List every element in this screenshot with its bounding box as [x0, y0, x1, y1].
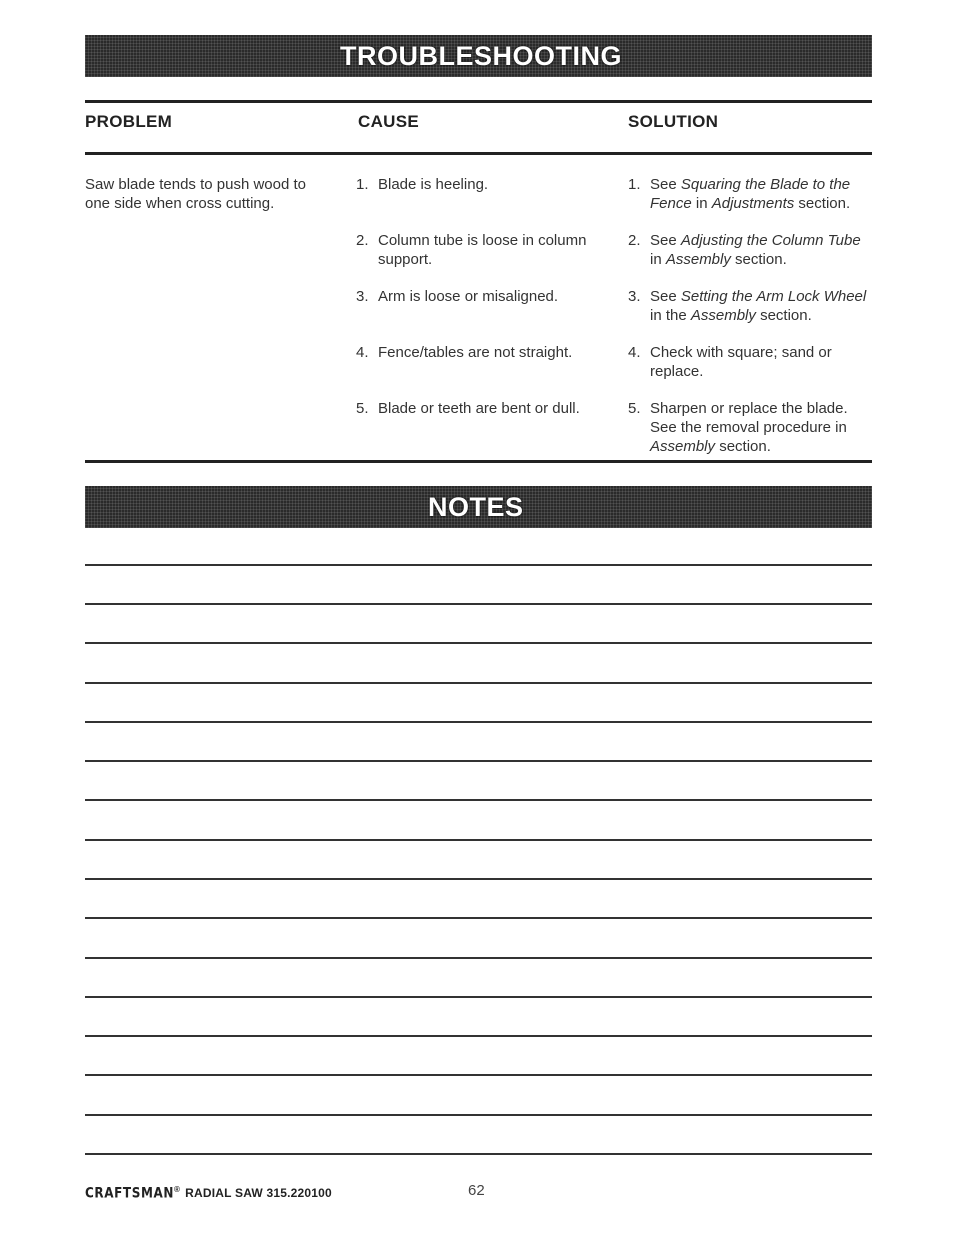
- solution-item: [628, 175, 872, 213]
- note-line: [85, 1035, 872, 1037]
- solution-run: section.: [730, 251, 787, 268]
- solution-run: in: [691, 195, 712, 212]
- note-line: [85, 721, 872, 723]
- model-label: RADIAL SAW 315.220100: [185, 1186, 332, 1200]
- solution-number: 1.: [628, 176, 641, 193]
- solution-reference: Assembly: [665, 251, 731, 268]
- cause-number: 3.: [356, 288, 369, 305]
- solution-item: [628, 343, 872, 381]
- cause-item: [356, 175, 606, 194]
- solution-reference: Adjustments: [711, 195, 795, 212]
- header-bottom-rule: [85, 152, 872, 155]
- cause-number: 4.: [356, 344, 369, 361]
- solution-run: Sharpen or replace the blade. See the removal procedure in: [650, 400, 848, 436]
- solution-reference: Adjusting the Column Tube: [680, 232, 861, 249]
- cause-text: Blade is heeling.: [378, 176, 489, 193]
- note-line: [85, 1153, 872, 1155]
- solution-text: [650, 231, 872, 269]
- note-line: [85, 564, 872, 566]
- cause-text: Column tube is loose in column support.: [378, 232, 587, 268]
- solution-run: in the: [650, 307, 691, 324]
- cause-column-header: CAUSE: [358, 112, 420, 131]
- solution-number: 3.: [628, 288, 641, 305]
- solution-reference: Assembly: [690, 307, 756, 324]
- cause-text: Blade or teeth are bent or dull.: [378, 400, 580, 417]
- cause-item: [356, 231, 606, 269]
- solution-run: section.: [794, 195, 851, 212]
- troubleshooting-title: TROUBLESHOOTING: [340, 40, 622, 71]
- note-line: [85, 642, 872, 644]
- cause-text: Fence/tables are not straight.: [378, 344, 573, 361]
- solution-reference: Setting the Arm Lock Wheel: [680, 288, 867, 305]
- note-line: [85, 839, 872, 841]
- page-number: 62: [468, 1182, 485, 1199]
- note-line: [85, 603, 872, 605]
- solution-text: [650, 175, 872, 213]
- note-line: [85, 682, 872, 684]
- note-line: [85, 957, 872, 959]
- problem-column-header: PROBLEM: [85, 112, 173, 131]
- cause-number: 1.: [356, 176, 369, 193]
- solution-run: See: [650, 176, 681, 193]
- note-line: [85, 760, 872, 762]
- note-line: [85, 878, 872, 880]
- cause-item: [356, 399, 606, 418]
- cause-item: [356, 343, 606, 362]
- solution-run: section.: [715, 438, 771, 455]
- table-bottom-rule: [85, 460, 872, 463]
- solution-text: [650, 343, 872, 381]
- footer: [85, 1185, 332, 1200]
- solution-text: [650, 399, 872, 456]
- notes-title: NOTES: [428, 491, 524, 522]
- solution-reference: Squaring the Blade to the Fence: [650, 176, 851, 212]
- cause-number: 2.: [356, 232, 369, 249]
- solution-number: 4.: [628, 344, 641, 361]
- cause-item: [356, 287, 606, 306]
- solution-item: [628, 287, 872, 325]
- solution-run: Check with square; sand or replace.: [650, 344, 832, 380]
- solution-run: in: [650, 251, 666, 268]
- note-line: [85, 996, 872, 998]
- note-line: [85, 1114, 872, 1116]
- troubleshooting-banner: [85, 35, 872, 77]
- solution-number: 5.: [628, 400, 641, 417]
- problem-text: Saw blade tends to push wood to one side when cross cutting.: [85, 176, 306, 212]
- solution-item: [628, 399, 872, 456]
- solution-run: See: [650, 232, 681, 249]
- note-line: [85, 1074, 872, 1076]
- solution-text: [650, 287, 872, 325]
- brand-logo: CRAFTSMAN®: [85, 1184, 181, 1202]
- solution-number: 2.: [628, 232, 641, 249]
- note-line: [85, 799, 872, 801]
- notes-banner: [85, 486, 872, 528]
- solution-run: section.: [755, 307, 812, 324]
- header-top-rule: [85, 100, 872, 103]
- cause-number: 5.: [356, 400, 369, 417]
- solution-item: [628, 231, 872, 269]
- solution-reference: Assembly: [650, 438, 716, 455]
- cause-text: Arm is loose or misaligned.: [378, 288, 559, 305]
- solution-column-header: SOLUTION: [628, 112, 719, 131]
- solution-run: See: [650, 288, 681, 305]
- note-line: [85, 917, 872, 919]
